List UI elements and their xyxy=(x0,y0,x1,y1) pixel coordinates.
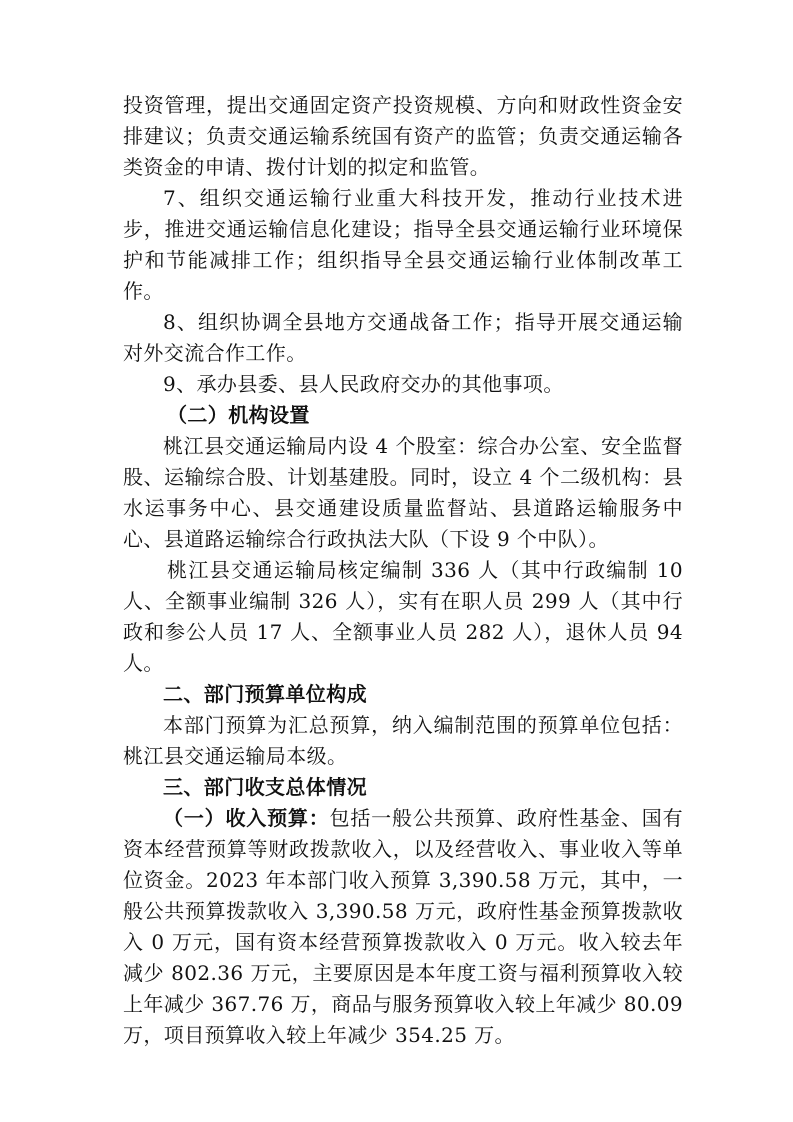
revenue-budget-text: 包括一般公共预算、政府性基金、国有资本经营预算等财政拨款收入，以及经营收入、事业收入等单位资金。2023 年本部门收入预算 3,390.58 万元，其中，一般公共预算拨款收入 3,390.58 万元，政府性基金预算拨款收入 0 万元，国有资本经营预算拨款收入 0 万元。收入较去年减少 802.36 万元，主要原因是本年度工资与福利预算收入较上年减少 367.76 万，商品与服务预算收入较上年减少 80.09 万，项目预算收入较上年减少 354.25 万。 xyxy=(123,806,683,1047)
paragraph-item-7: 7、组织交通运输行业重大科技开发，推动行业技术进步，推进交通运输信息化建设；指导全县交通运输行业环境保护和节能减排工作；组织指导全县交通运输行业体制改革工作。 xyxy=(123,186,683,303)
document-body xyxy=(123,90,683,1051)
paragraph-asset-management: 投资管理，提出交通固定资产投资规模、方向和财政性资金安排建议；负责交通运输系统国有资产的监管；负责交通运输各类资金的申请、拨付计划的拟定和监管。 xyxy=(123,93,683,179)
paragraph-staffing: 桃江县交通运输局核定编制 336 人（其中行政编制 10 人、全额事业编制 326 人），实有在职人员 299 人（其中行政和参公人员 17 人、全额事业人员 282 人），退休人员 94 人。 xyxy=(123,558,683,675)
paragraph-item-8: 8、组织协调全县地方交通战备工作；指导开展交通运输对外交流合作工作。 xyxy=(123,310,683,365)
section-heading-budget-units: 二、部门预算单位构成 xyxy=(163,682,367,706)
section-heading-overall-revenue-expenditure: 三、部门收支总体情况 xyxy=(163,775,367,799)
section-heading-organization: （二）机构设置 xyxy=(167,403,310,427)
revenue-budget-lead: （一）收入预算： xyxy=(163,806,330,830)
paragraph-internal-structure: 桃江县交通运输局内设 4 个股室：综合办公室、安全监督股、运输综合股、计划基建股。同时，设立 4 个二级机构：县水运事务中心、县交通建设质量监督站、县道路运输服务中心、县道路运输综合行政执法大队（下设 9 个中队）。 xyxy=(123,434,683,551)
paragraph-item-9: 9、承办县委、县人民政府交办的其他事项。 xyxy=(163,372,564,396)
paragraph-revenue-budget xyxy=(123,803,683,1051)
paragraph-budget-units: 本部门预算为汇总预算，纳入编制范围的预算单位包括：桃江县交通运输局本级。 xyxy=(123,713,683,768)
